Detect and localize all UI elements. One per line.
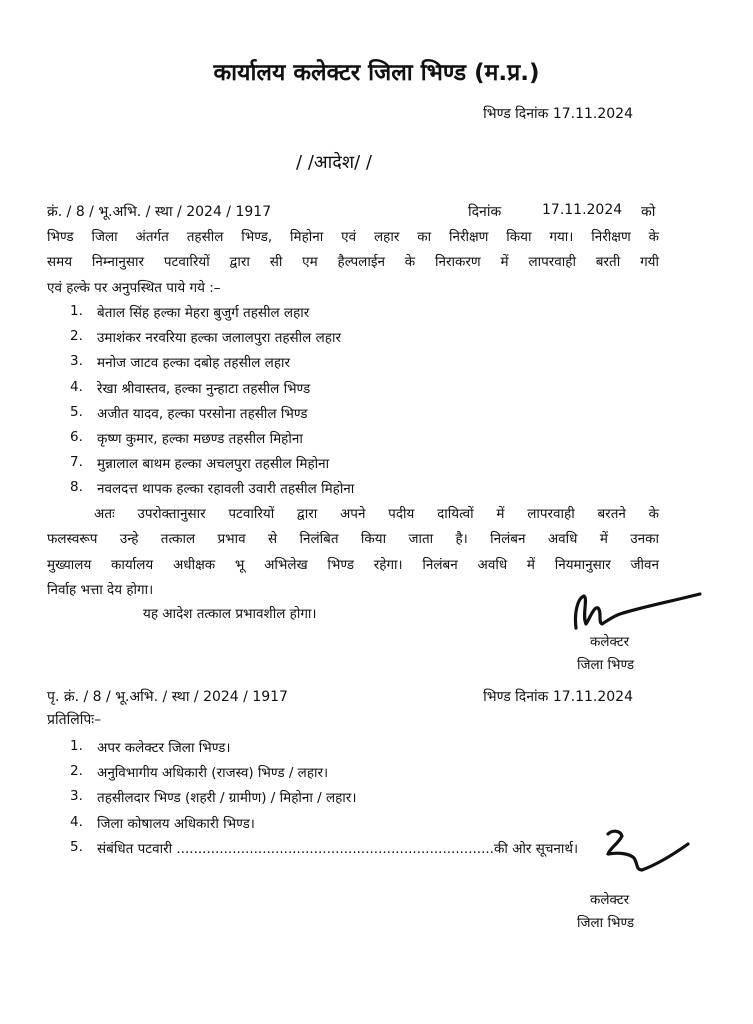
signature-1 — [568, 588, 708, 638]
copy-label: प्रतिलिपिः– — [47, 712, 102, 728]
order-date-label: दिनांक — [468, 204, 502, 220]
list-number: 1. — [70, 303, 83, 319]
list-number: 8. — [70, 479, 83, 496]
list-text: मुन्नालाल बाथम हल्का अचलपुरा तहसील मिहोना — [97, 456, 330, 473]
list-text: तहसीलदार भिण्ड (शहरी / ग्रामीण) / मिहोना / लहार। — [97, 790, 357, 807]
intro-line: एवं हल्के पर अनुपस्थित पाये गये :– — [47, 279, 221, 296]
list-item — [70, 454, 354, 479]
order-heading: / /आदेश/ / — [296, 152, 372, 173]
order-date-value: 17.11.2024 — [542, 202, 623, 218]
list-text: उमाशंकर नरवरिया हल्का जलालपुरा तहसील लहार — [97, 330, 341, 347]
copy-signatory-place: जिला भिण्ड — [577, 915, 635, 931]
list-number: 5. — [70, 403, 83, 420]
body-line: अतः उपरोक्तानुसार पटवारियों द्वारा अपने पदीय दायित्वों में लापरवाही बरतने के — [94, 506, 659, 522]
list-number: 4. — [70, 813, 83, 830]
order-intro-paragraph — [47, 225, 659, 301]
header-date: भिण्ड दिनांक 17.11.2024 — [483, 106, 633, 122]
patwari-list — [70, 303, 354, 505]
signature-2 — [598, 824, 693, 884]
list-item — [70, 379, 354, 404]
copy-recipient-list — [70, 738, 578, 864]
order-reference-number: क्रं. / 8 / भू.अभि. / स्था / 2024 / 1917 — [47, 204, 272, 220]
list-text: कृष्ण कुमार, हल्का मछण्ड तहसील मिहोना — [97, 430, 303, 447]
list-number: 7. — [70, 454, 83, 471]
list-item — [70, 738, 578, 763]
signatory-place: जिला भिण्ड — [577, 657, 635, 673]
list-item — [70, 814, 578, 839]
list-text: अनुविभागीय अधिकारी (राजस्व) भिण्ड / लहार। — [97, 765, 329, 782]
intro-line: समय निम्नानुसार पटवारियों द्वारा सी एम हैल्पलाईन के निराकरण में लापरवाही बरती गयी — [47, 254, 659, 271]
list-number: 2. — [70, 763, 83, 780]
list-item — [70, 763, 578, 788]
body-line: मुख्यालय कार्यालय अधीक्षक भू अभिलेख भिण्ड रहेगा। निलंबन अवधि में नियमानुसार जीवन — [47, 556, 659, 573]
copy-signatory-title: कलेक्टर — [590, 892, 630, 908]
list-text: जिला कोषालय अधिकारी भिण्ड। — [97, 815, 255, 832]
list-item — [70, 404, 354, 429]
list-text: संबंधित पटवारी ..........................................................................की ओर सूचनार्थ। — [97, 840, 579, 857]
list-number: 4. — [70, 378, 83, 395]
list-text: रेखा श्रीवास्तव, हल्का नुन्हाटा तहसील भिण्ड — [97, 380, 311, 397]
list-item — [70, 303, 354, 328]
list-item — [70, 328, 354, 353]
list-text: अजीत यादव, हल्का परसोना तहसील भिण्ड — [97, 405, 308, 422]
order-date-suffix: को — [641, 204, 656, 220]
list-text: नवलदत्त थापक हल्का रहावली उवारी तहसील मिहोना — [97, 481, 355, 498]
list-number: 3. — [70, 353, 83, 370]
list-item — [70, 429, 354, 454]
list-text: अपर कलेक्टर जिला भिण्ड। — [97, 740, 231, 756]
body-line: निर्वाह भत्ता देय होगा। — [47, 582, 154, 599]
effect-line: यह आदेश तत्काल प्रभावशील होगा। — [143, 606, 317, 622]
office-title: कार्यालय कलेक्टर जिला भिण्ड (म.प्र.) — [213, 60, 540, 86]
list-number: 6. — [70, 428, 83, 445]
list-number: 5. — [70, 838, 83, 855]
list-text: मनोज जाटव हल्का दबोह तहसील लहार — [97, 355, 291, 372]
copy-reference-number: पृ. क्रं. / 8 / भू.अभि. / स्था / 2024 / 1917 — [47, 689, 288, 705]
signatory-title: कलेक्टर — [590, 634, 630, 650]
copy-date: भिण्ड दिनांक 17.11.2024 — [483, 689, 633, 705]
list-number: 2. — [70, 328, 83, 345]
list-text: बेताल सिंह हल्का मेहरा बुजुर्ग तहसील लहार — [97, 305, 310, 321]
list-number: 3. — [70, 788, 83, 805]
body-line: फलस्वरूप उन्हे तत्काल प्रभाव से निलंबित किया जाता है। निलंबन अवधि में उनका — [47, 531, 659, 548]
list-item — [70, 839, 578, 864]
list-item — [70, 479, 354, 504]
list-item — [70, 788, 578, 813]
list-number: 1. — [70, 738, 83, 754]
list-item — [70, 353, 354, 378]
intro-line: भिण्ड जिला अंतर्गत तहसील भिण्ड, मिहोना एवं लहार का निरीक्षण किया गया। निरीक्षण के — [47, 229, 659, 245]
